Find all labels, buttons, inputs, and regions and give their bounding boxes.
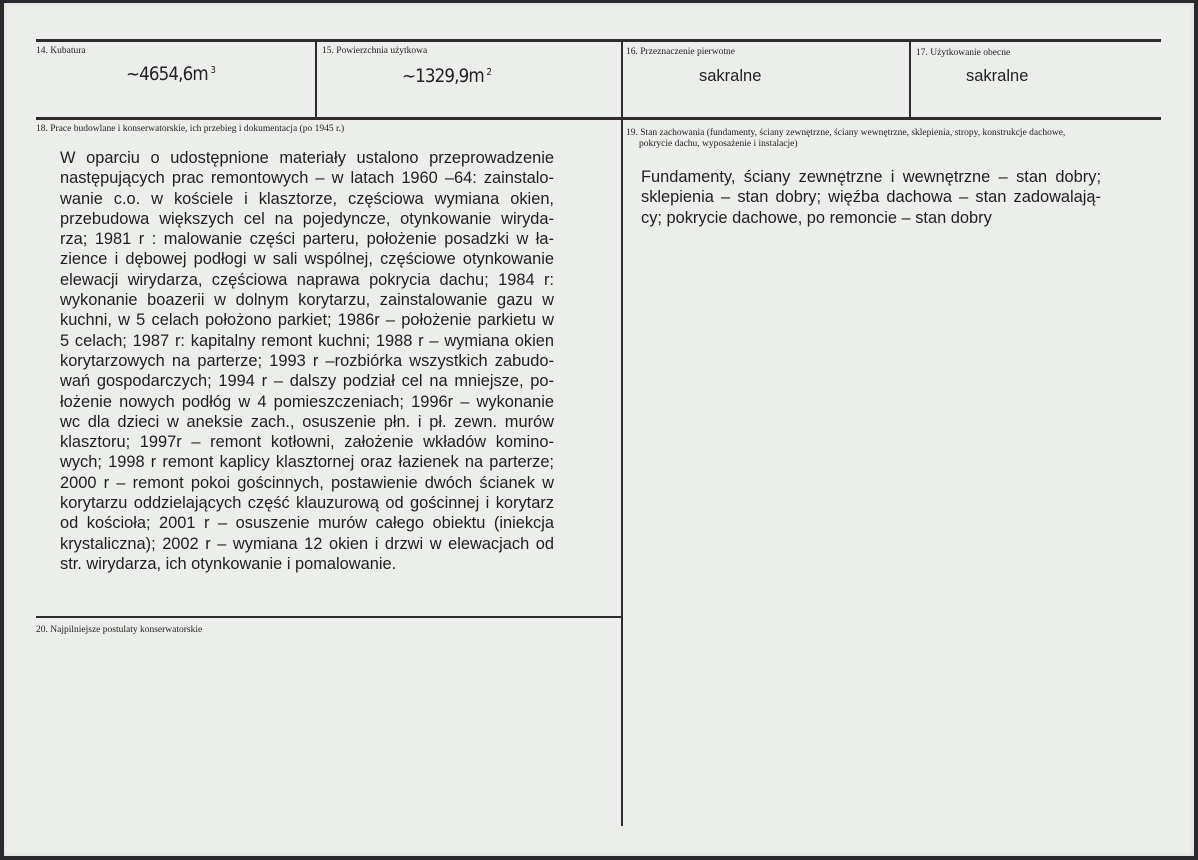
field-19-line: Fundamenty, ściany zewnętrzne i wewnętrzne – stan dobry;: [641, 168, 1101, 186]
field-19-label: [626, 128, 1065, 150]
field-18-line: rza; 1981 r : malowanie części parteru, położenie posadzki w ła-: [60, 230, 554, 249]
field-18-line: klasztoru; 1997r – remont kotłowni, założenie wkładów komino-: [60, 433, 554, 452]
field-19-label-line1: 19. Stan zachowania (fundamenty, ściany zewnętrzne, ściany wewnętrzne, sklepienia, stropy, konstrukcje dachowe,: [626, 128, 1066, 138]
field-18-line: wc dla dzieci w aneksie zach., osuszenie płn. i pł. zewn. murów: [60, 412, 554, 431]
field-15-value: [402, 65, 491, 87]
field-18-line: elewacji wirydarza, częściowa naprawa pokrycia dachu; 1984 r:: [60, 270, 554, 289]
field-16-label: 16. Przeznaczenie pierwotne: [626, 47, 735, 57]
field-18-line: zience i dębowej podłogi w sali wspólnej, częściowe otynkowanie: [60, 250, 554, 269]
field-18-line: kuchni, w 5 celach położono parkiet; 1986r – położenie parkietu w: [60, 311, 554, 330]
field-18-line: wykonanie boazerii w dolnym korytarzu, zainstalowanie gazu w: [60, 291, 554, 310]
field-18-text: [60, 148, 554, 574]
field-17-label: 17. Użytkowanie obecne: [916, 48, 1011, 58]
rule-field18-bottom: [36, 616, 622, 618]
field-18-line: następujących prac remontowych – w latach 1960 –64: zainstalo-: [60, 169, 554, 188]
field-20-value: [60, 648, 600, 818]
field-19-text: [641, 167, 1101, 228]
field-18-line: 5 celach; 1987 r: kapitalny remont kuchni; 1988 r – wymiana okien: [60, 331, 554, 350]
field-18-line: przebudowa większych cel na pojedyncze, otynkowanie wiryda-: [60, 209, 554, 228]
divider-14-15: [315, 40, 317, 119]
field-15-label: 15. Powierzchnia użytkowa: [322, 46, 428, 56]
field-16-value: sakralne: [699, 67, 762, 85]
field-18-line: łożenie nowych podłóg w 4 pomieszczeniach; 1996r – wykonanie: [60, 392, 554, 411]
rule-top: [36, 39, 1161, 42]
field-18-line: wanie c.o. w kościele i klasztorze, częściowa wymiana okien,: [60, 189, 554, 208]
field-18-line: 2000 r – remont pokoi gościnnych, postawienie dwóch ścianek w: [60, 473, 554, 492]
volume-unit-exponent: 3: [210, 65, 216, 76]
volume-value: ~4654,6m: [126, 63, 208, 85]
field-18-label: 18. Prace budowlane i konserwatorskie, ich przebieg i dokumentacja (po 1945 r.): [36, 124, 345, 134]
field-19-line: sklepienia – stan dobry; więźba dachowa – stan zadowalają-: [641, 188, 1101, 207]
area-value: ~1329,9m: [402, 65, 484, 87]
field-18-line: str. wirydarza, ich otynkowanie i pomalowanie.: [60, 554, 397, 573]
divider-16-17: [909, 40, 911, 119]
divider-main-column: [621, 40, 623, 826]
field-18-line: od kościoła; 2001 r – osuszenie murów całego obiektu (iniekcja: [60, 514, 554, 533]
record-card-sheet: [4, 3, 1194, 856]
field-18-line: krystaliczna); 2002 r – wymiana 12 okien i drzwi w elewacjach od: [60, 534, 554, 553]
field-18-line: korytarzowych na parterze; 1993 r –rozbiórka wszystkich zabudo-: [60, 351, 554, 370]
field-19-line: cy; pokrycie dachowe, po remoncie – stan dobry: [641, 208, 992, 227]
field-14-label: 14. Kubatura: [36, 46, 86, 56]
field-18-line: wych; 1998 r remont kaplicy klasztornej oraz łazienek na parterze;: [60, 453, 554, 472]
field-17-value: sakralne: [966, 67, 1029, 85]
rule-row1-bottom: [36, 117, 1161, 120]
area-unit-exponent: 2: [486, 67, 492, 78]
field-14-value: [126, 63, 215, 85]
field-18-line: W oparciu o udostępnione materiały ustalono przeprowadzenie: [60, 149, 554, 167]
field-18-line: korytarzu oddzielających część klauzurową od gościnnej i korytarz: [60, 494, 554, 513]
field-19-label-line2: pokrycie dachu, wyposażenie i instalacje): [639, 139, 798, 149]
field-20-label: 20. Najpilniejsze postulaty konserwatorskie: [36, 625, 203, 635]
field-18-line: wań gospodarczych; 1994 r – dalszy podział cel na mniejsze, po-: [60, 372, 554, 391]
